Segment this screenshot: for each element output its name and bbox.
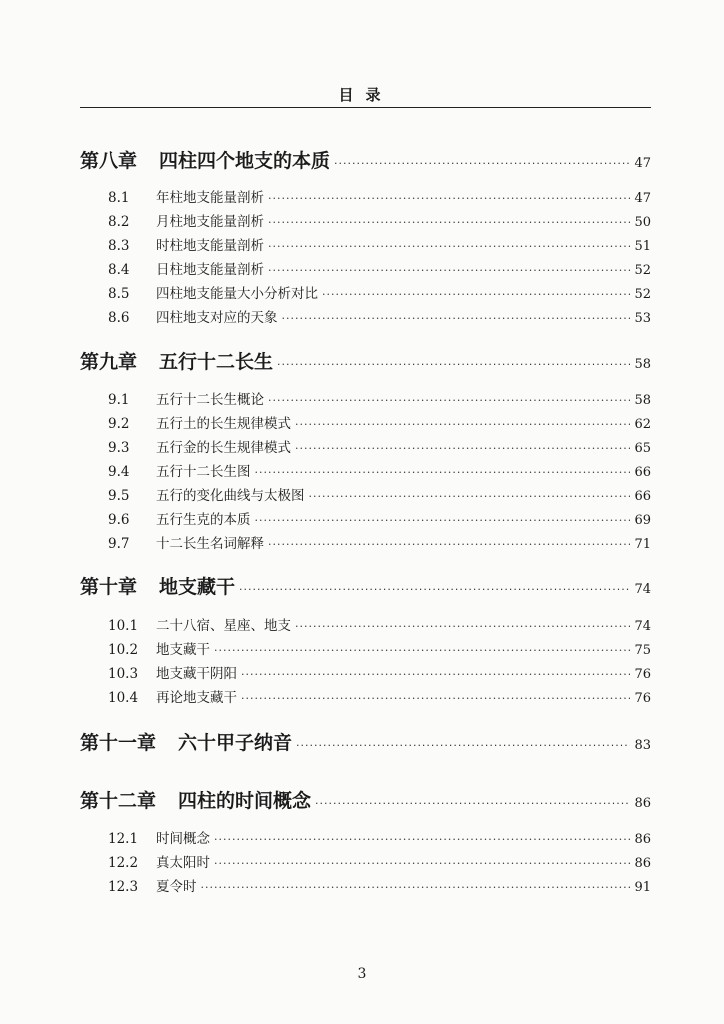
section-entry[interactable] [108,875,651,895]
section-page: 69 [634,513,651,528]
dot-leader [277,358,630,371]
section-entry[interactable] [108,614,651,634]
section-number: 9.6 [108,512,130,528]
section-entry[interactable] [108,638,651,658]
section-entry[interactable] [108,436,651,456]
section-title: 五行十二长生概论 [156,392,264,408]
chapter-page: 86 [634,796,651,811]
section-number: 10.2 [108,642,139,658]
section-number: 8.6 [108,310,130,326]
dot-leader [268,394,630,407]
section-entry[interactable] [108,258,651,278]
section-number: 8.2 [108,214,130,230]
chapter-number: 第十二章 [80,790,157,812]
section-page: 91 [634,880,651,895]
section-page: 66 [634,465,651,480]
section-page: 51 [634,239,651,254]
dot-leader [296,739,630,752]
section-entry[interactable] [108,306,651,326]
dot-leader [268,538,630,551]
chapter-number: 第十章 [80,576,138,598]
section-title: 五行金的长生规律模式 [156,440,291,456]
section-number: 8.1 [108,190,130,206]
section-entry[interactable] [108,210,651,230]
section-entry[interactable] [108,484,651,504]
chapter-page: 58 [634,357,651,372]
section-number: 9.2 [108,416,130,432]
dot-leader [295,442,630,455]
chapter-title: 五行十二长生 [159,351,274,373]
section-page: 47 [634,191,651,206]
dot-leader [322,288,630,301]
section-title: 五行的变化曲线与太极图 [156,488,305,504]
section-title: 地支藏干 [156,642,210,658]
section-title: 五行生克的本质 [156,512,251,528]
chapter-number: 第九章 [80,351,138,373]
toc-header-title: 目录 [338,86,393,104]
dot-leader [268,240,630,253]
chapter-page: 74 [634,582,651,597]
dot-leader [241,692,630,705]
section-title: 十二长生名词解释 [156,536,264,552]
chapter-number: 第十一章 [80,732,157,754]
section-entry[interactable] [108,234,651,254]
dot-leader [255,514,631,527]
section-number: 12.1 [108,831,139,847]
chapter-number: 第八章 [80,150,138,172]
dot-leader [268,192,630,205]
section-number: 9.1 [108,392,130,408]
section-page: 71 [634,537,651,552]
section-title: 夏令时 [156,879,197,895]
section-entry[interactable] [108,186,651,206]
section-number: 12.2 [108,855,139,871]
chapter-entry[interactable] [80,347,651,374]
dot-leader [282,312,631,325]
section-page: 50 [634,215,651,230]
section-number: 9.3 [108,440,130,456]
section-number: 9.4 [108,464,130,480]
chapter-page: 83 [634,738,651,753]
section-title: 四柱地支对应的天象 [156,310,278,326]
dot-leader [309,490,631,503]
section-entry[interactable] [108,460,651,480]
chapter-title: 六十甲子纳音 [178,732,293,754]
chapter-entry[interactable] [80,786,651,813]
section-page: 58 [634,393,651,408]
section-title: 时柱地支能量剖析 [156,238,264,254]
section-page: 86 [634,832,651,847]
dot-leader [268,216,630,229]
section-title: 年柱地支能量剖析 [156,190,264,206]
chapter-title: 四柱的时间概念 [178,790,312,812]
section-title: 日柱地支能量剖析 [156,262,264,278]
page-number: 3 [357,966,367,982]
section-entry[interactable] [108,532,651,552]
chapter-entry[interactable] [80,146,651,173]
section-entry[interactable] [108,508,651,528]
dot-leader [214,857,630,870]
section-number: 8.3 [108,238,130,254]
section-number: 10.4 [108,690,139,706]
dot-leader [201,881,631,894]
section-number: 9.7 [108,536,130,552]
chapter-title: 四柱四个地支的本质 [159,150,331,172]
section-page: 76 [634,667,651,682]
section-page: 74 [634,619,651,634]
dot-leader [241,668,630,681]
dot-leader [268,264,630,277]
section-page: 53 [634,311,651,326]
section-number: 12.3 [108,879,139,895]
chapter-title: 地支藏干 [159,576,236,598]
section-title: 五行土的长生规律模式 [156,416,291,432]
section-entry[interactable] [108,662,651,682]
section-number: 8.5 [108,286,130,302]
section-page: 66 [634,489,651,504]
dot-leader [239,583,630,596]
chapter-entry[interactable] [80,728,651,755]
chapter-page: 47 [634,156,651,171]
section-page: 75 [634,643,651,658]
dot-leader [295,620,630,633]
section-page: 52 [634,263,651,278]
section-title: 真太阳时 [156,855,210,871]
section-title: 二十八宿、星座、地支 [156,618,291,634]
section-entry[interactable] [108,412,651,432]
section-title: 地支藏干阴阳 [156,666,237,682]
section-title: 时间概念 [156,831,210,847]
section-entry[interactable] [108,827,651,847]
dot-leader [214,833,630,846]
dot-leader [334,157,630,170]
dot-leader [255,466,631,479]
section-title: 月柱地支能量剖析 [156,214,264,230]
section-entry[interactable] [108,686,651,706]
section-page: 52 [634,287,651,302]
section-title: 五行十二长生图 [156,464,251,480]
section-entry[interactable] [108,388,651,408]
section-number: 10.1 [108,618,139,634]
section-entry[interactable] [108,851,651,871]
section-page: 86 [634,856,651,871]
section-entry[interactable] [108,282,651,302]
section-number: 10.3 [108,666,139,682]
section-title: 四柱地支能量大小分析对比 [156,286,318,302]
dot-leader [214,644,630,657]
dot-leader [315,797,630,810]
section-title: 再论地支藏干 [156,690,237,706]
section-number: 9.5 [108,488,130,504]
dot-leader [295,418,630,431]
section-page: 65 [634,441,651,456]
section-page: 76 [634,691,651,706]
section-number: 8.4 [108,262,130,278]
chapter-entry[interactable] [80,572,651,599]
section-page: 62 [634,417,651,432]
